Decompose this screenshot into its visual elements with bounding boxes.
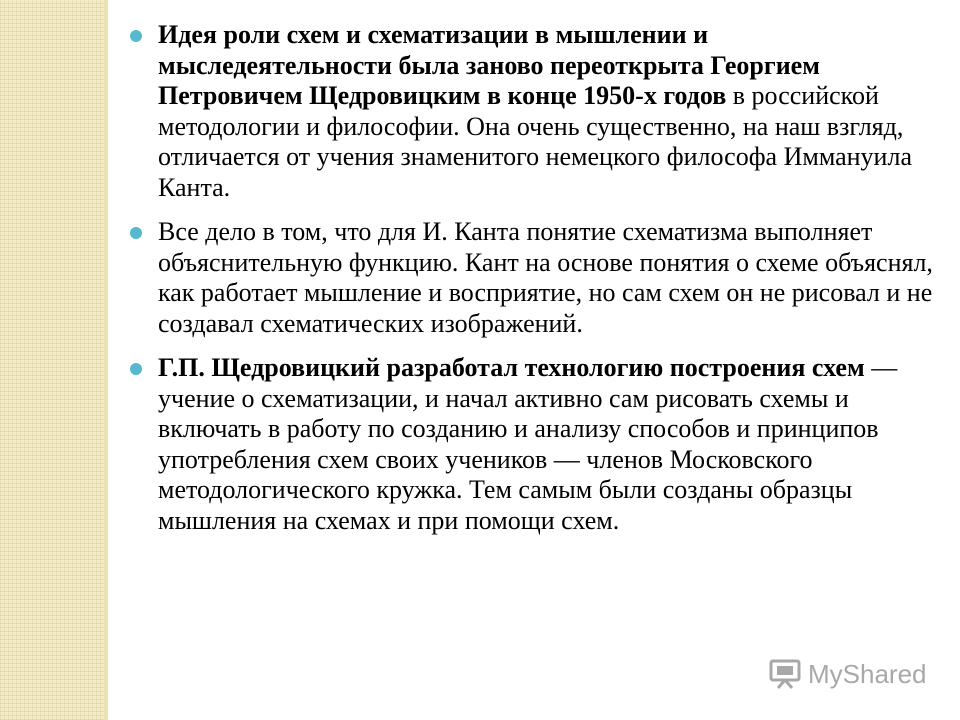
bullet-paragraph-3 xyxy=(128,353,948,536)
bullet-icon xyxy=(130,227,142,239)
paragraph-1-bold: Идея роли схем и схематизации в мышлении и мыследеятельности была заново переоткрыта Георгием Петровичем Щедровицким в конце 1950-х годов xyxy=(158,20,820,110)
paragraph-3-text: — учение о схематизации, и начал активно сам рисовать схемы и включать в работу по созданию и анализу способов и принципов употребления схем своих учеников — членов Московского методологического кружка. Тем самым были созданы образцы мышления на схемах и при помощи схем. xyxy=(158,353,898,535)
slide-content xyxy=(128,20,948,550)
myshared-watermark xyxy=(768,657,927,691)
bullet-icon xyxy=(130,363,142,375)
bullet-icon xyxy=(130,30,142,42)
paragraph-3-bold: Г.П. Щедровицкий разработал технологию построения схем xyxy=(158,353,865,382)
decorative-side-strip xyxy=(0,0,108,720)
presentation-board-icon xyxy=(768,658,802,690)
bullet-paragraph-2 xyxy=(128,217,948,339)
paragraph-2-text: Все дело в том, что для И. Канта понятие схематизма выполняет объяснительную функцию. Кант на основе понятия о схеме объяснял, как работает мышление и восприятие, но сам схем он не рисовал и не создавал схематических изображений. xyxy=(158,217,933,338)
paragraph-1-text: в российской методологии и философии. Она очень существенно, на наш взгляд, отличается от учения знаменитого немецкого философа Иммануила Канта. xyxy=(158,81,912,202)
watermark-text: MyShared xyxy=(808,658,927,689)
bullet-paragraph-1 xyxy=(128,20,948,203)
